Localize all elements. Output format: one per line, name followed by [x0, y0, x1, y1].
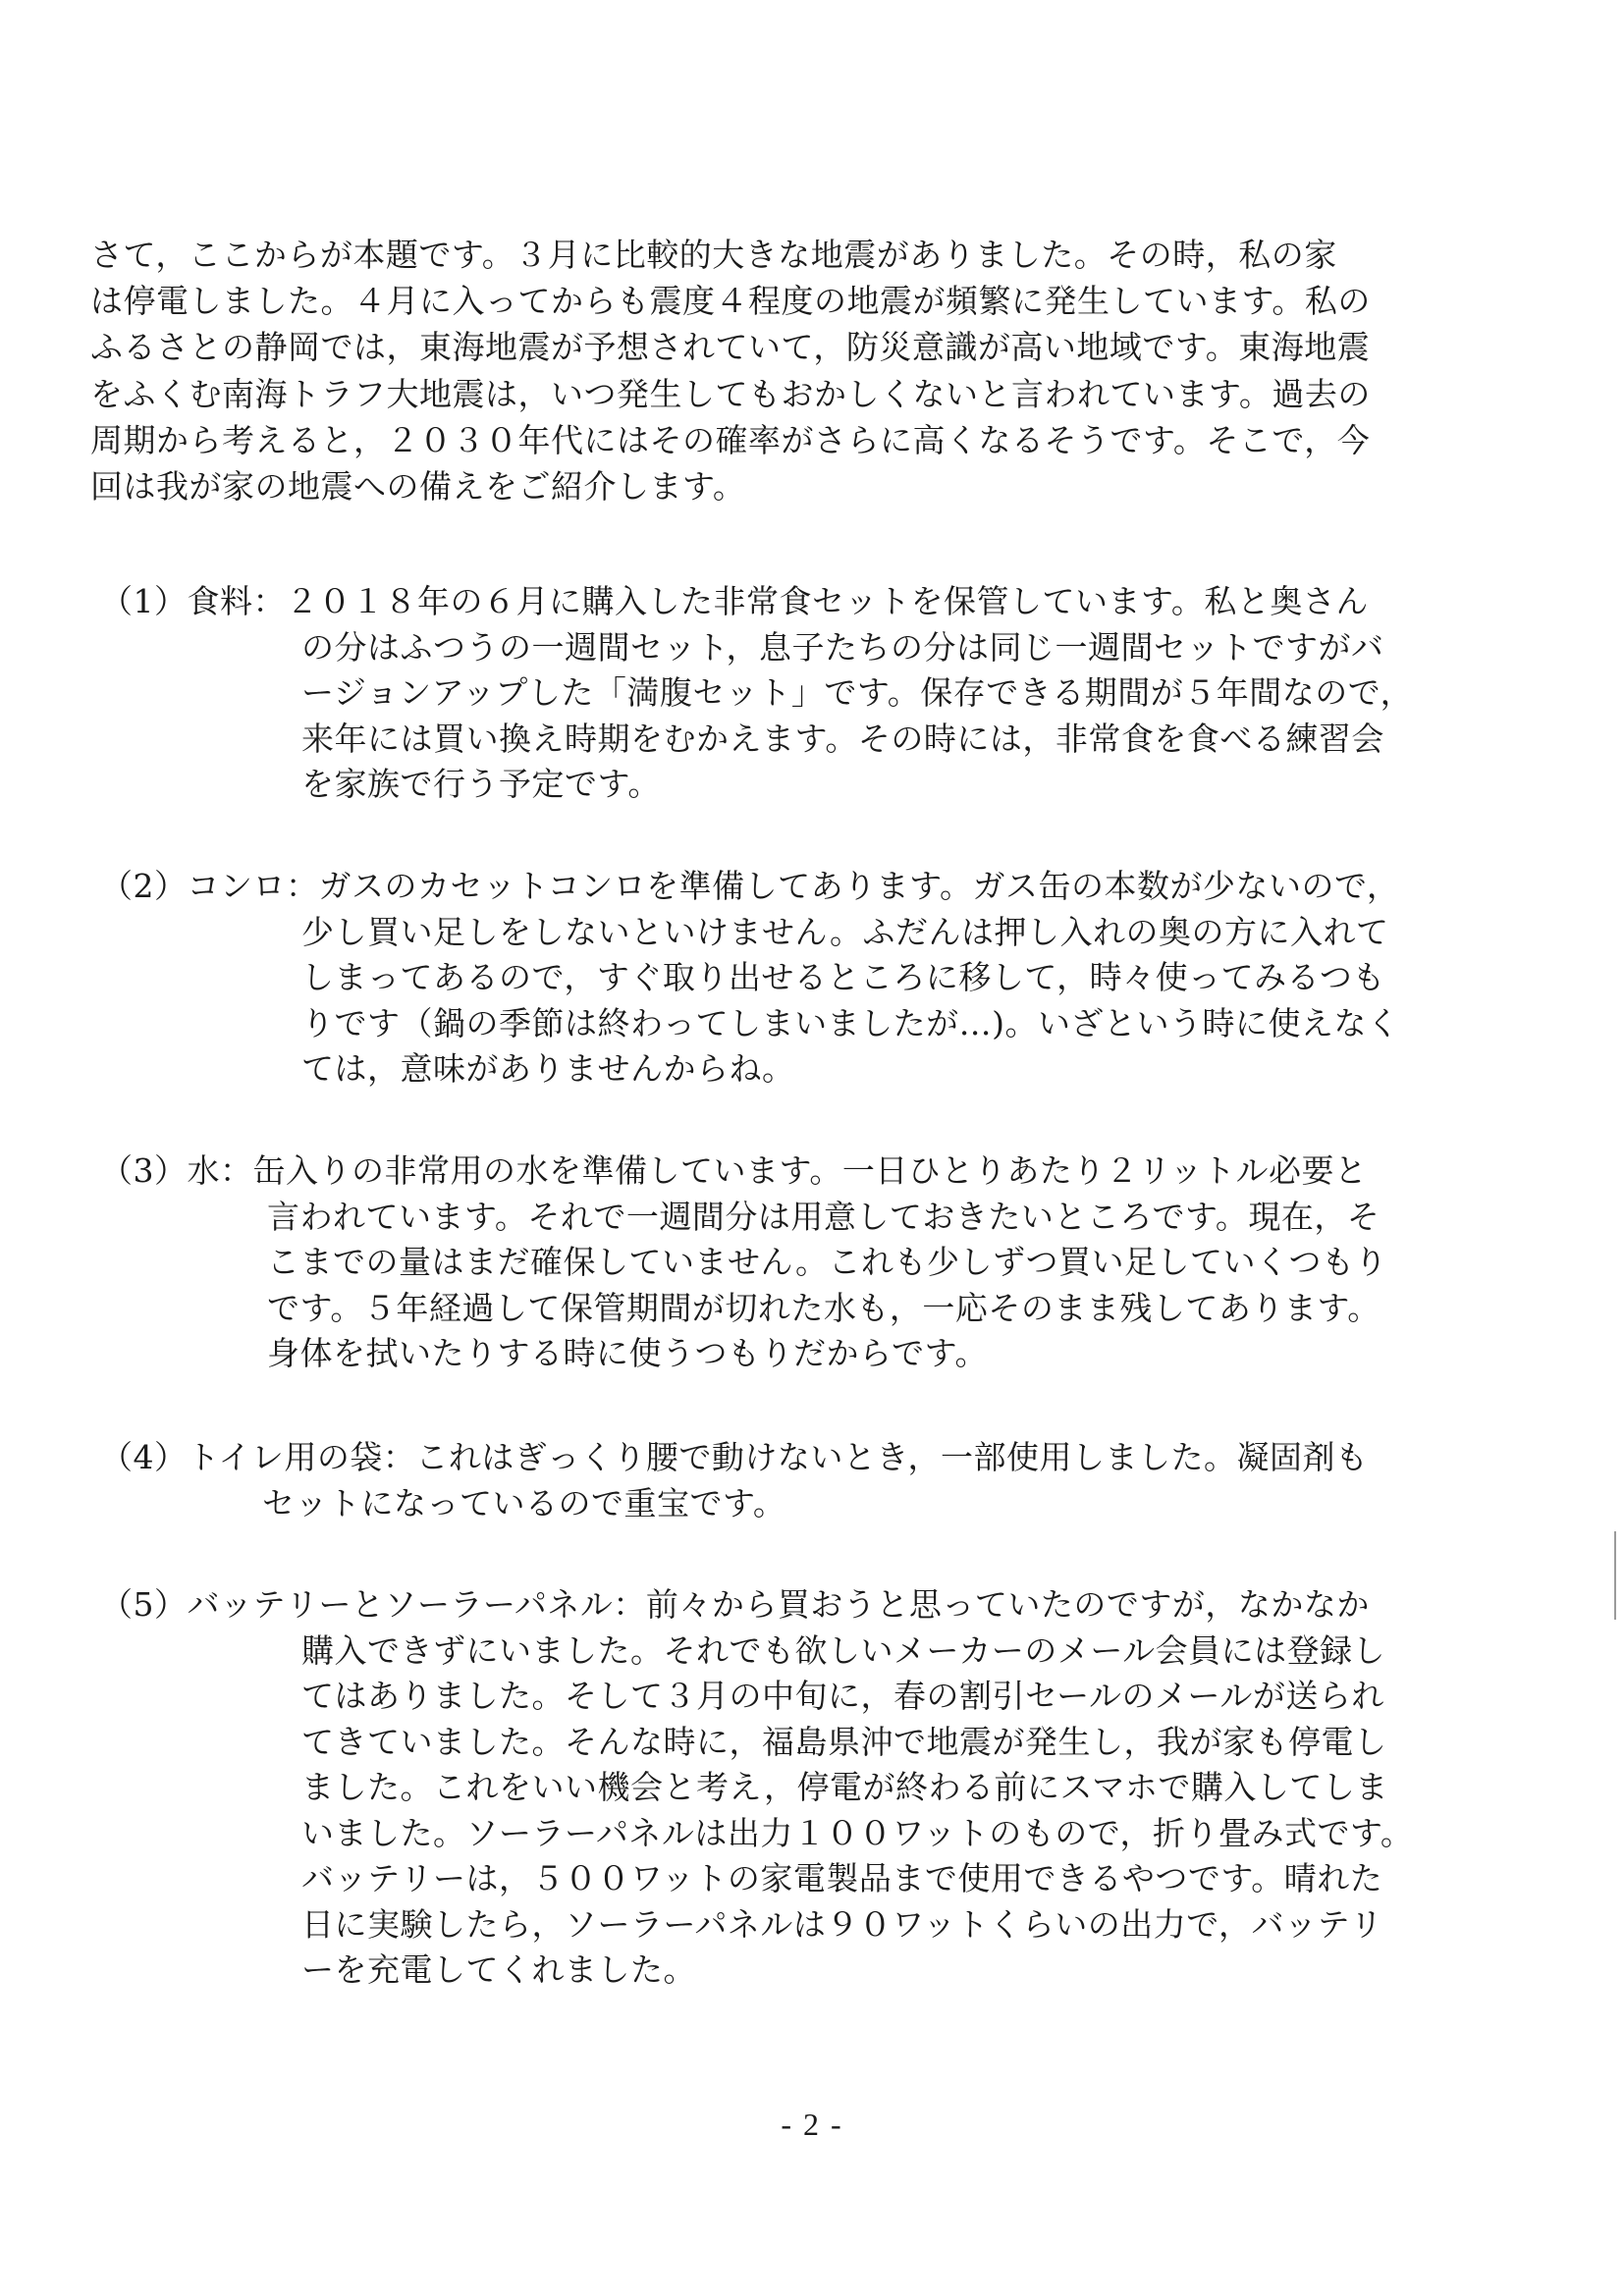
item-label: （1）食料： — [100, 582, 286, 620]
list-item-toilet-bags — [100, 1435, 1514, 1526]
list-item-stove — [100, 864, 1514, 1093]
scan-edge-mark — [1614, 1531, 1616, 1620]
list-item-food — [100, 579, 1514, 808]
item-first-line: ２０１８年の６月に購入した非常食セットを保管しています。私と奥さん — [286, 582, 1369, 620]
item-label: （3）水： — [100, 1151, 253, 1190]
item-heading — [100, 1585, 1370, 1624]
item-label: （5）バッテリーとソーラーパネル： — [100, 1585, 646, 1624]
list-item-water — [100, 1148, 1514, 1377]
item-first-line: 缶入りの非常用の水を準備しています。一日ひとりあたり２リットル必要と — [252, 1151, 1368, 1190]
item-first-line: これはぎっくり腰で動けないとき，一部使用しました。凝固剤も — [415, 1438, 1369, 1476]
item-body: 少し買い足しをしないといけません。ふだんは押し入れの奥の方に入れて しまってあるので，すぐ取り出せるところに移して，時々使ってみるつも りです（鍋の季節は終わってしまいましたが…)。いざという時に使えなく ては，意味がありませんからね。 — [301, 912, 1400, 1088]
item-body: 言われています。それで一週間分は用意しておきたいところです。現在，そ こまでの量はまだ確保していません。これも少しずつ買い足していくつもり です。５年経過して保管期間が切れた水も，一応そのまま残してあります。 身体を拭いたりする時に使うつもりだからです。 — [267, 1197, 1387, 1372]
item-first-line: ガスのカセットコンロを準備してあります。ガス缶の本数が少ないので， — [318, 867, 1400, 905]
item-heading — [100, 1438, 1369, 1476]
item-body: セットになっているので重宝です。 — [262, 1483, 786, 1522]
item-label: （4）トイレ用の袋： — [100, 1438, 416, 1476]
item-first-line: 前々から買おうと思っていたのですが，なかなか — [645, 1585, 1370, 1624]
item-heading — [100, 1151, 1368, 1190]
item-body: の分はふつうの一週間セット，息子たちの分は同じ一週間セットですがバ ージョンアップした「満腹セット」です。保存できる期間が５年間なので， 来年には買い換え時期をむかえます。その時には，非常食を食べる練習会 を家族で行う予定です。 — [301, 627, 1414, 803]
list-item-battery-solar — [100, 1582, 1514, 1994]
item-heading — [100, 867, 1399, 905]
item-body: 購入できずにいました。それでも欲しいメーカーのメール会員には登録し てはありました。そして３月の中旬に，春の割引セールのメールが送られ てきていました。そんな時に，福島県沖で地震が発生し，我が家も停電し ました。これをいい機会と考え，停電が終わる前にスマホで購入してしま いました。ソーラーパネルは出力１００ワットのもので，折り畳み式です。 バッテリーは，５００ワットの家電製品まで使用できるやつです。晴れた 日に実験したら，ソーラーパネルは９０ワットくらいの出力で，バッテリ ーを充電してくれました。 — [301, 1630, 1414, 1989]
intro-paragraph: さて，ここからが本題です。３月に比較的大きな地震がありました。その時，私の家 は停電しました。４月に入ってからも震度４程度の地震が頻繁に発生しています。私の ふるさとの静岡では，東海地震が予想されていて，防災意識が高い地域です。東海地震 をふくむ南海トラフ大地震は，いつ発生してもおかしくないと言われています。過去の 周期から考えると，２０３０年代にはその確率がさらに高くなるそうです。そこで，今 回は我が家の地震への備えをご紹介します。 — [90, 236, 1371, 507]
item-label: （2）コンロ： — [100, 867, 319, 905]
item-heading — [100, 582, 1369, 620]
page-number: - 2 - — [781, 2107, 843, 2142]
